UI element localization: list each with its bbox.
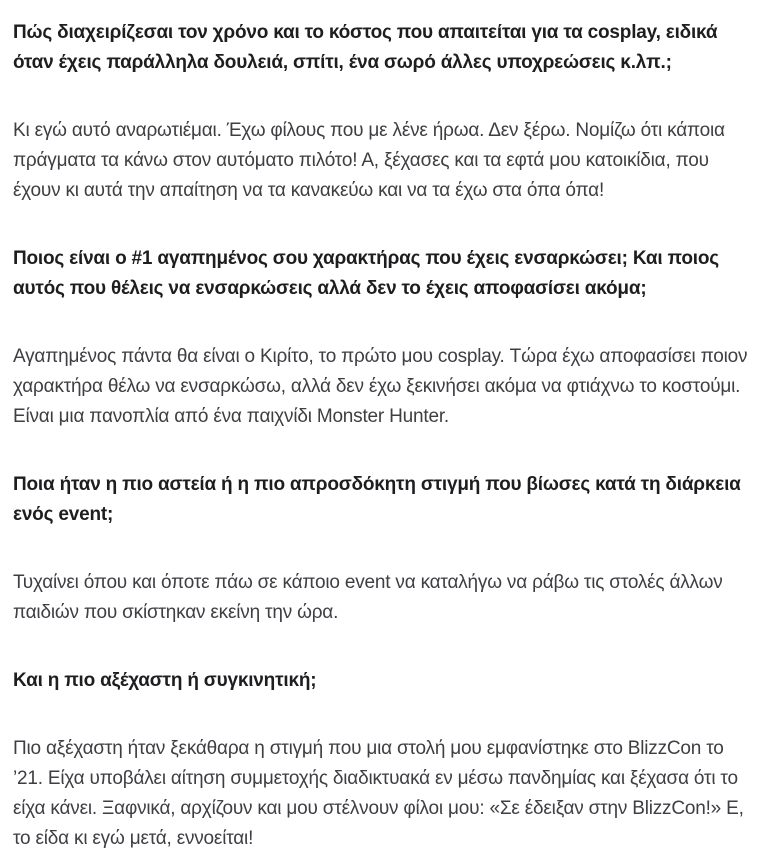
interview-answer: Αγαπημένος πάντα θα είναι ο Κιρίτο, το πρώτο μου cosplay. Τώρα έχω αποφασίσει ποιον χαρακτήρα θέλω να ενσαρκώσω, αλλά δεν έχω ξεκινήσει ακόμα να φτιάχνω το κοστούμι. Είναι μια πανοπλία από ένα παιχνίδι Monster Hunter. xyxy=(13,346,748,427)
qa-block xyxy=(13,244,755,432)
qa-block xyxy=(13,18,755,206)
interview-question: Και η πιο αξέχαστη ή συγκινητική; xyxy=(13,670,317,691)
interview-answer: Κι εγώ αυτό αναρωτιέμαι. Έχω φίλους που με λένε ήρωα. Δεν ξέρω. Νομίζω ότι κάποια πράγματα τα κάνω στον αυτόματο πιλότο! Α, ξέχασες και τα εφτά μου κατοικίδια, που έχουν κι αυτά την απαίτηση να τα κανακεύω και να τα έχω στα όπα όπα! xyxy=(13,120,725,201)
qa-block xyxy=(13,666,755,854)
qa-block xyxy=(13,470,755,628)
interview-answer: Πιο αξέχαστη ήταν ξεκάθαρα η στιγμή που μια στολή μου εμφανίστηκε στο BlizzCon το ’21. Είχα υποβάλει αίτηση συμμετοχής διαδικτυακά εν μέσω πανδημίας και ξέχασα ότι το είχα κάνει. Ξαφνικά, αρχίζουν και μου στέλνουν φίλοι μου: «Σε έδειξαν στην BlizzCon!» Ε, το είδα κι εγώ μετά, εννοείται! xyxy=(13,738,744,849)
interview-question: Ποιος είναι ο #1 αγαπημένος σου χαρακτήρας που έχεις ενσαρκώσει; Και ποιος αυτός που θέλεις να ενσαρκώσεις αλλά δεν το έχεις αποφασίσει ακόμα; xyxy=(13,248,719,299)
interview-answer: Τυχαίνει όπου και όποτε πάω σε κάποιο event να καταλήγω να ράβω τις στολές άλλων παιδιών που σκίστηκαν εκείνη την ώρα. xyxy=(13,572,723,623)
interview-question: Πώς διαχειρίζεσαι τον χρόνο και το κόστος που απαιτείται για τα cosplay, ειδικά όταν έχεις παράλληλα δουλειά, σπίτι, ένα σωρό άλλες υποχρεώσεις κ.λπ.; xyxy=(13,22,718,73)
interview-question: Ποια ήταν η πιο αστεία ή η πιο απροσδόκητη στιγμή που βίωσες κατά τη διάρκεια ενός event; xyxy=(13,474,741,525)
